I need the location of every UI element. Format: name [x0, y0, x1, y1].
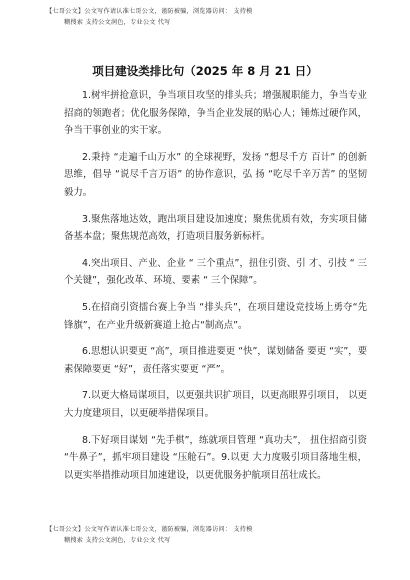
banner-line-1: 【七哥公文】公文写作请认准七哥公文，谨防被骗，浏览器访问： 支持模: [46, 8, 253, 15]
document-title: 项目建设类排比句（2025 年 8 月 21 日）: [92, 64, 318, 78]
footer-banner-line-1: 【七哥公文】公文写作请认准七哥公文，谨防被骗，浏览器访问： 支持模: [46, 526, 253, 533]
paragraph-3: 3.聚焦落地达效，跑出项目建设加速度；聚焦优质有效，夯实项目储备基本盘；聚焦规范高效，打造项目服务新标杆。: [64, 213, 367, 243]
paragraph-6: 6.思想认识要更 “高”，项目推进要更 “快”，谋划储备 要更 “实”，要素保障要更 “好”，责任落实要更 “严”。: [64, 346, 367, 375]
footer-banner-line-2: 糊搜索 支持公文润色，专业公文 代写: [64, 537, 171, 544]
paragraph-2: 2.秉持 “走遍千山万水” 的全球视野，发扬 “想尽千方 百计” 的创新思维，倡导 “说尽千言万语” 的协作意识，弘 扬 “吃尽千辛万苦” 的坚韧毅力。: [64, 151, 367, 198]
paragraph-1: 1.树牢拼抢意识，争当项目攻坚的排头兵；增强履职能力，争当专业招商的领跑者；优化服务保障，争当企业发展的贴心人；锤炼过硬作风，争当干事创业的实干家。: [64, 90, 367, 137]
header-banner: [46, 6, 386, 28]
paragraph-8: 8.下好项目谋划 “先手棋”，练就项目管理 “真功夫”， 扭住招商引资 “牛鼻子”，抓牢项目建设 “压舱石”。9.以更 大力度吸引项目落地生根， 以更实举措推动项目加速建设，以更优服务护航项目茁壮成长。: [64, 434, 367, 481]
paragraph-7: 7.以更大格局谋项目，以更强共识扩项目，以更高眼界引项目， 以更大力度建项目，以更硬举措保项目。: [64, 390, 367, 419]
paragraph-4: 4.突出项目、产业、企业 “ 三个重点”，扭住引资、引 才、引技 “ 三个关键”，强化改革、环境、要素 “ 三个保障”。: [64, 257, 367, 287]
paragraph-5: 5.在招商引资擂台赛上争当 “排头兵”，在项目建设竞技场上勇夺“先锋旗”，在产业升级新赛道上抢占“制高点”。: [64, 301, 367, 331]
document-body: [64, 87, 367, 493]
banner-line-2: 糊搜索 支持公文润色，专业公文 代写: [64, 19, 171, 26]
footer-banner: [46, 524, 386, 546]
